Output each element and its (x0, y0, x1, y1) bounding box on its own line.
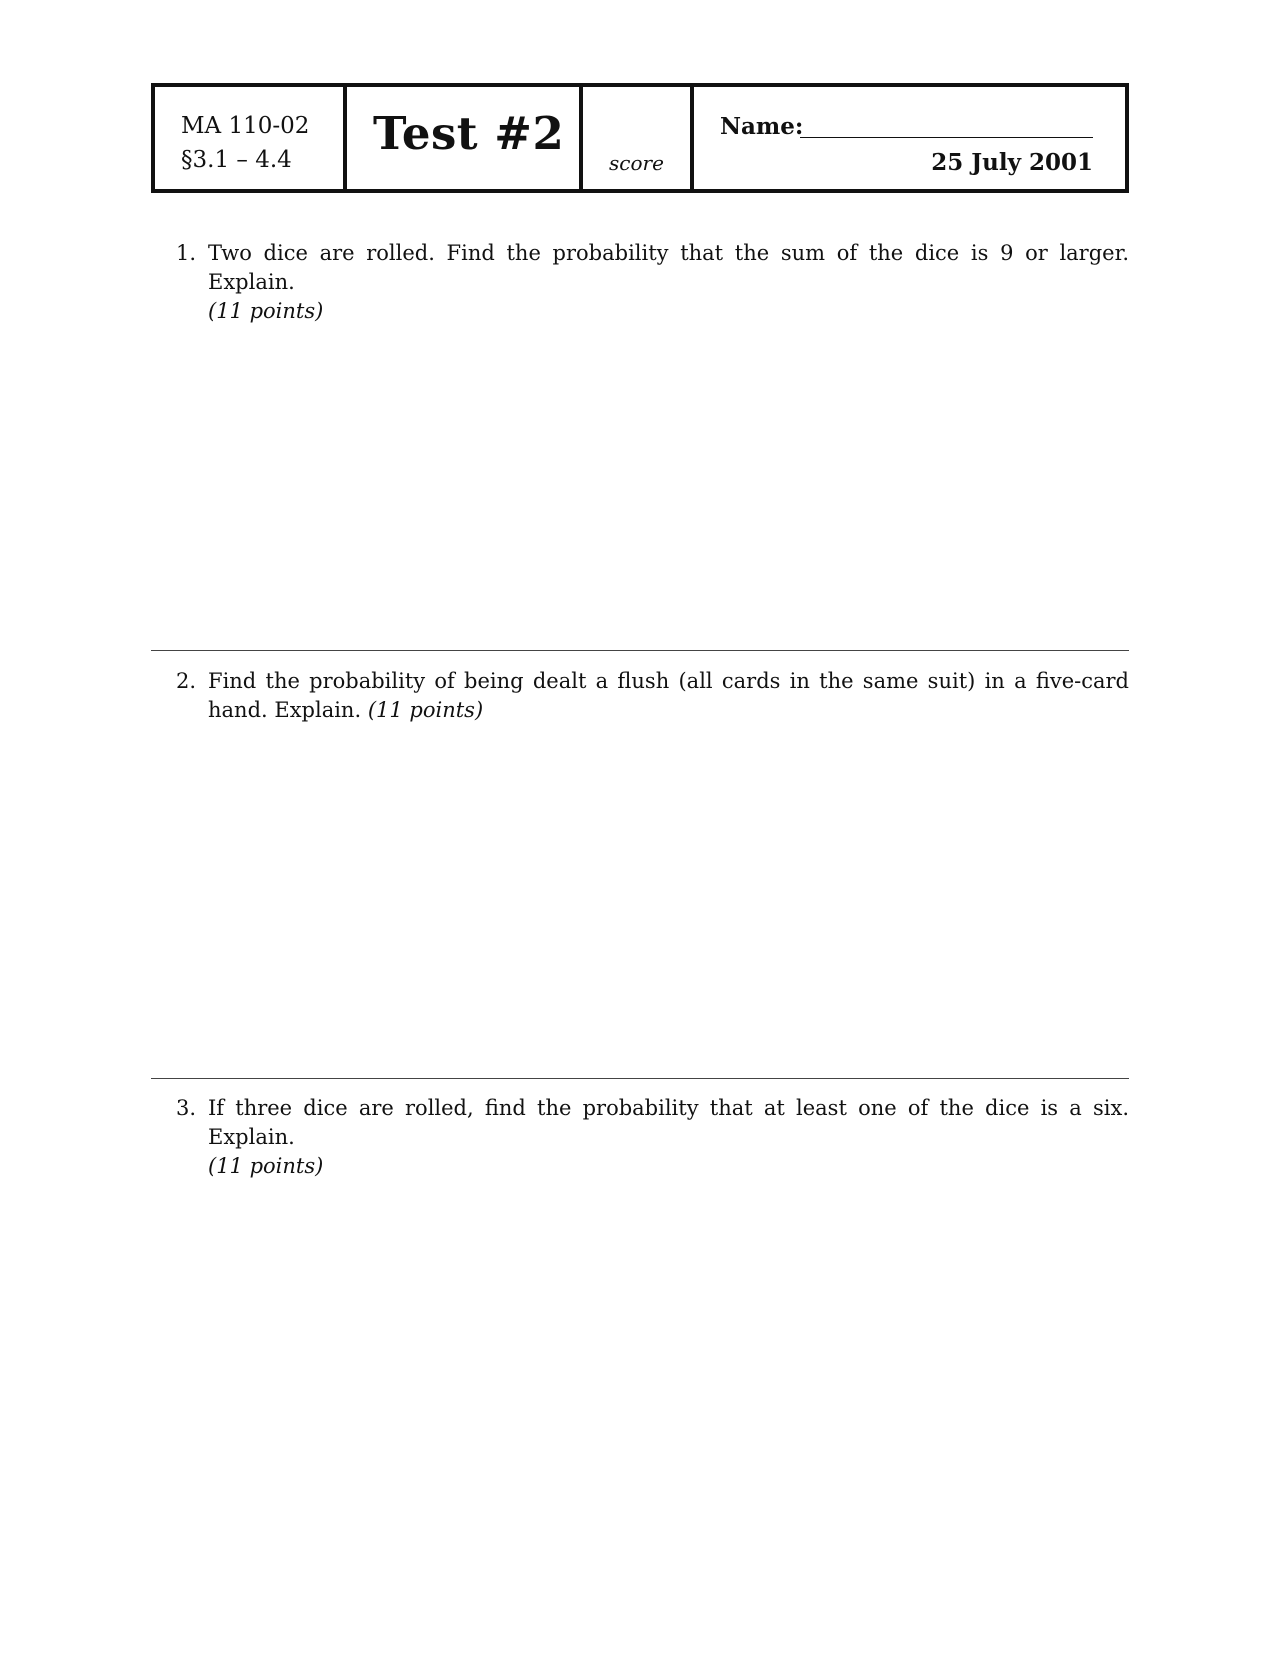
question-points: (11 points) (208, 1154, 324, 1178)
title-cell (343, 87, 579, 189)
sections-covered: §3.1 – 4.4 (181, 147, 292, 173)
question-3 (151, 1094, 1129, 1181)
question-text (208, 667, 1129, 725)
question-text (208, 239, 1129, 326)
question-number: 3. (176, 1096, 197, 1120)
question-points: (11 points) (367, 698, 484, 722)
question-points: (11 points) (208, 299, 324, 323)
question-divider (151, 650, 1129, 651)
question-prompt: Find the probability of being dealt a flush (all cards in the same suit) in a five-card hand. Explain. (208, 669, 1129, 722)
question-1 (151, 239, 1129, 326)
test-date: 25 July 2001 (931, 149, 1093, 176)
question-number: 1. (176, 241, 197, 265)
name-blank-line (800, 137, 1093, 138)
question-2 (151, 667, 1129, 725)
question-prompt: If three dice are rolled, find the probability that at least one of the dice is a six. Explain. (208, 1096, 1129, 1149)
question-divider (151, 1078, 1129, 1079)
name-date-cell (690, 87, 1125, 189)
question-number: 2. (176, 669, 197, 693)
name-label: Name: (720, 113, 804, 140)
score-cell (579, 87, 690, 189)
test-header (151, 83, 1129, 193)
score-label: score (609, 151, 664, 175)
question-text (208, 1094, 1129, 1181)
course-code: MA 110-02 (181, 113, 310, 139)
course-info-cell (155, 87, 343, 189)
test-title: Test #2 (373, 107, 565, 160)
question-prompt: Two dice are rolled. Find the probability that the sum of the dice is 9 or larger. Explain. (208, 241, 1129, 294)
